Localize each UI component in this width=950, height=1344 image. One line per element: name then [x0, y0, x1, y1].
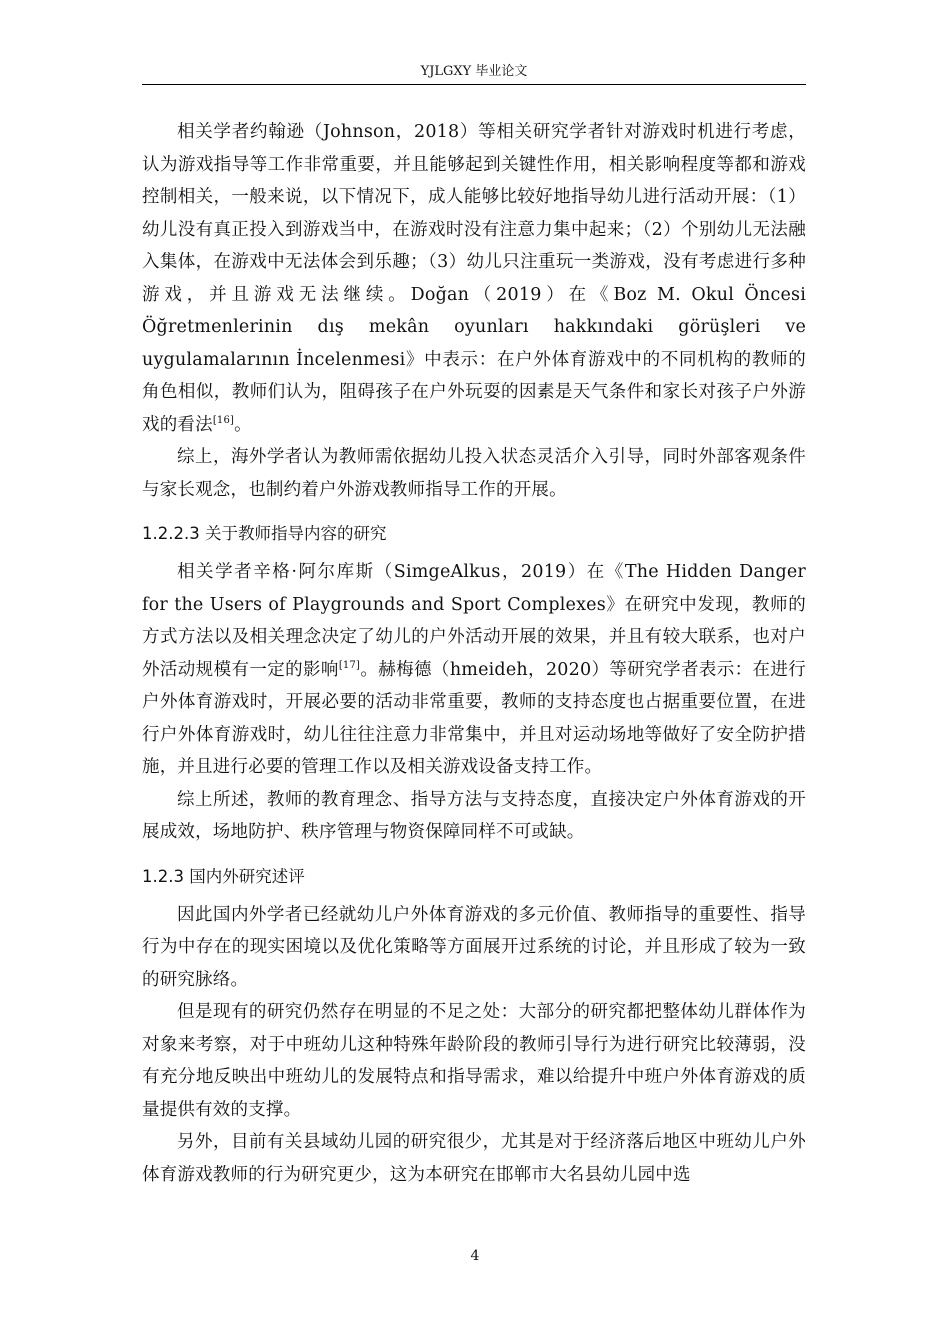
- page-header: YJLGXY 毕业论文: [142, 64, 806, 85]
- paragraph-simge-alkus-text-a: 相关学者辛格·阿尔库斯（SimgeAlkus，2019）在《The Hidden Danger for the Users of Playgrounds and Sport Complexes》在研究中发现，教师的方式方法以及相关理念决定了幼儿的户外活动开展的效果，并且有较大联系，也对户外活动规模有一定的影响: [142, 562, 806, 680]
- page-body: [142, 116, 806, 1191]
- paragraph-summary-guidance: 综上所述，教师的教育理念、指导方法与支持态度，直接决定户外体育游戏的开展成效，场地防护、秩序管理与物资保障同样不可或缺。: [142, 789, 806, 842]
- paragraph-johnson-end: 。: [234, 414, 252, 435]
- citation-16: [16]: [212, 414, 235, 426]
- paragraph-johnson: [142, 116, 806, 441]
- paragraph-review-1: 因此国内外学者已经就幼儿户外体育游戏的多元价值、教师指导的重要性、指导行为中存在的现实困境以及优化策略等方面展开过系统的讨论，并且形成了较为一致的研究脉络。: [142, 904, 806, 990]
- paragraph-review-2: 但是现有的研究仍然存在明显的不足之处：大部分的研究都把整体幼儿群体作为对象来考察，对于中班幼儿这种特殊年龄阶段的教师引导行为进行研究比较薄弱，没有充分地反映出中班幼儿的发展特点和指导需求，难以给提升中班户外体育游戏的质量提供有效的支撑。: [142, 1002, 806, 1120]
- paragraph-johnson-text: 相关学者约翰逊（Johnson，2018）等相关研究学者针对游戏时机进行考虑，认为游戏指导等工作非常重要，并且能够起到关键性作用，相关影响程度等都和游戏控制相关，一般来说，以下情况下，成人能够比较好地指导幼儿进行活动开展：（1）幼儿没有真正投入到游戏当中，在游戏时没有注意力集中起来；（2）个别幼儿无法融入集体，在游戏中无法体会到乐趣；（3）幼儿只注重玩一类游戏，没有考虑进行多种游戏，并且游戏无法继续。Doğan（2019）在《Boz M. Okul Öncesi Öğretmenlerinin dış mekân oyunları hakkındaki görüşleri ve uygulamalarının İncelenmesi》中表示：在户外体育游戏中的不同机构的教师的角色相似，教师们认为，阻碍孩子在户外玩耍的因素是天气条件和家长对孩子户外游戏的看法: [142, 122, 806, 435]
- section-heading-1-2-3: 1.2.3 国内外研究述评: [142, 866, 305, 886]
- section-heading-1-2-2-3: 1.2.2.3 关于教师指导内容的研究: [142, 524, 387, 543]
- paragraph-summary-overseas: 综上，海外学者认为教师需依据幼儿投入状态灵活介入引导，同时外部客观条件与家长观念，也制约着户外游戏教师指导工作的开展。: [142, 447, 806, 500]
- paragraph-simge-alkus: [142, 556, 806, 784]
- page-number: 4: [470, 1248, 480, 1264]
- paragraph-simge-alkus-text-b: 。赫梅德（hmeideh，2020）等研究学者表示：在进行户外体育游戏时，开展必要的活动非常重要，教师的支持态度也占据重要位置，在进行户外体育游戏时，幼儿往往注意力非常集中，并且对运动场地等做好了安全防护措施，并且进行必要的管理工作以及相关游戏设备支持工作。: [142, 659, 806, 777]
- paragraph-review-3: 另外，目前有关县域幼儿园的研究很少，尤其是对于经济落后地区中班幼儿户外体育游戏教师的行为研究更少，这为本研究在邯郸市大名县幼儿园中选: [142, 1132, 806, 1185]
- citation-17: [17]: [338, 659, 361, 671]
